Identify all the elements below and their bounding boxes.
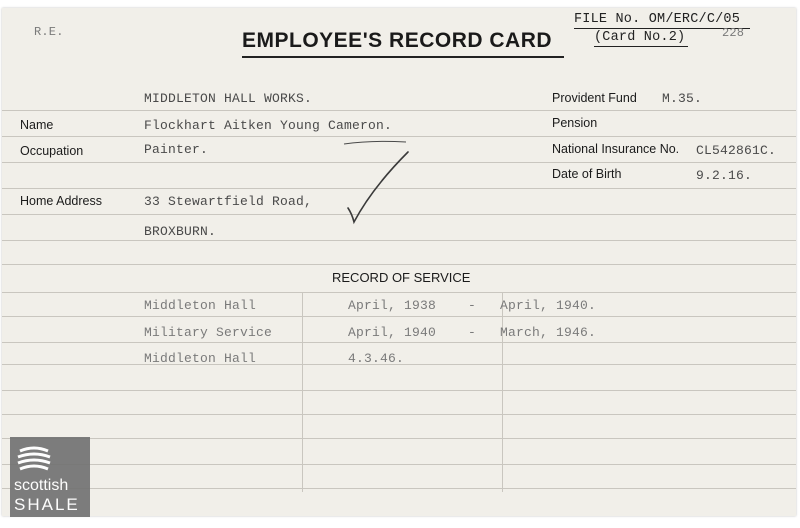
- handwritten-check-mark: [342, 148, 412, 228]
- shale-layers-icon: [14, 441, 54, 477]
- handwritten-underline-mark: [342, 138, 412, 148]
- ruled-line: [2, 414, 796, 415]
- record-of-service-heading: RECORD OF SERVICE: [332, 270, 471, 285]
- provident-fund-value: M.35.: [662, 91, 703, 106]
- logo-text-shale: SHALE: [14, 495, 80, 514]
- ruled-line: [2, 240, 796, 241]
- service-row-3-place: Middleton Hall: [144, 351, 257, 366]
- ruled-line: [2, 316, 796, 317]
- ruled-line: [2, 438, 796, 439]
- occupation-value: Painter.: [144, 142, 209, 157]
- column-divider: [502, 292, 503, 492]
- service-row-2-dash: -: [468, 325, 477, 340]
- service-row-1-to: April, 1940.: [500, 298, 597, 313]
- scottish-shale-logo: [10, 437, 90, 517]
- ruled-line: [2, 342, 796, 343]
- name-value: Flockhart Aitken Young Cameron.: [144, 118, 393, 133]
- service-row-2-place: Military Service: [144, 325, 273, 340]
- file-number: FILE No. OM/ERC/C/05: [574, 12, 741, 27]
- ruled-line: [2, 488, 796, 489]
- ruled-line: [2, 464, 796, 465]
- date-of-birth-value: 9.2.16.: [696, 168, 753, 183]
- service-row-3-from: 4.3.46.: [348, 351, 405, 366]
- ruled-line: [2, 292, 796, 293]
- address-line-2: BROXBURN.: [144, 224, 217, 239]
- national-insurance-value: CL542861C.: [696, 143, 777, 158]
- card-number: (Card No.2): [594, 30, 686, 45]
- provident-fund-label: Provident Fund: [552, 91, 637, 105]
- title-underline: [242, 56, 564, 58]
- ruled-line: [2, 110, 796, 111]
- name-label: Name: [20, 118, 54, 132]
- address-line-1: 33 Stewartfield Road,: [144, 194, 313, 209]
- national-insurance-label: National Insurance No.: [552, 142, 680, 156]
- service-row-2-to: March, 1946.: [500, 325, 597, 340]
- column-divider: [302, 292, 303, 492]
- logo-text-scottish: scottish: [14, 477, 69, 494]
- home-address-label: Home Address: [20, 194, 102, 208]
- card-index: 228: [722, 26, 745, 40]
- ruled-line: [2, 264, 796, 265]
- date-of-birth-label: Date of Birth: [552, 167, 622, 181]
- employee-record-card: [2, 8, 796, 516]
- card-title: EMPLOYEE'S RECORD CARD: [242, 29, 553, 52]
- ruled-line: [2, 136, 796, 137]
- occupation-label: Occupation: [20, 144, 84, 158]
- pension-label: Pension: [552, 116, 598, 130]
- service-row-2-from: April, 1940: [348, 325, 437, 340]
- service-row-1-dash: -: [468, 298, 477, 313]
- card-initials: R.E.: [34, 25, 64, 39]
- card-number-underline: [594, 46, 688, 47]
- works-name: MIDDLETON HALL WORKS.: [144, 91, 313, 106]
- ruled-line: [2, 390, 796, 391]
- service-row-1-from: April, 1938: [348, 298, 437, 313]
- service-row-1-place: Middleton Hall: [144, 298, 257, 313]
